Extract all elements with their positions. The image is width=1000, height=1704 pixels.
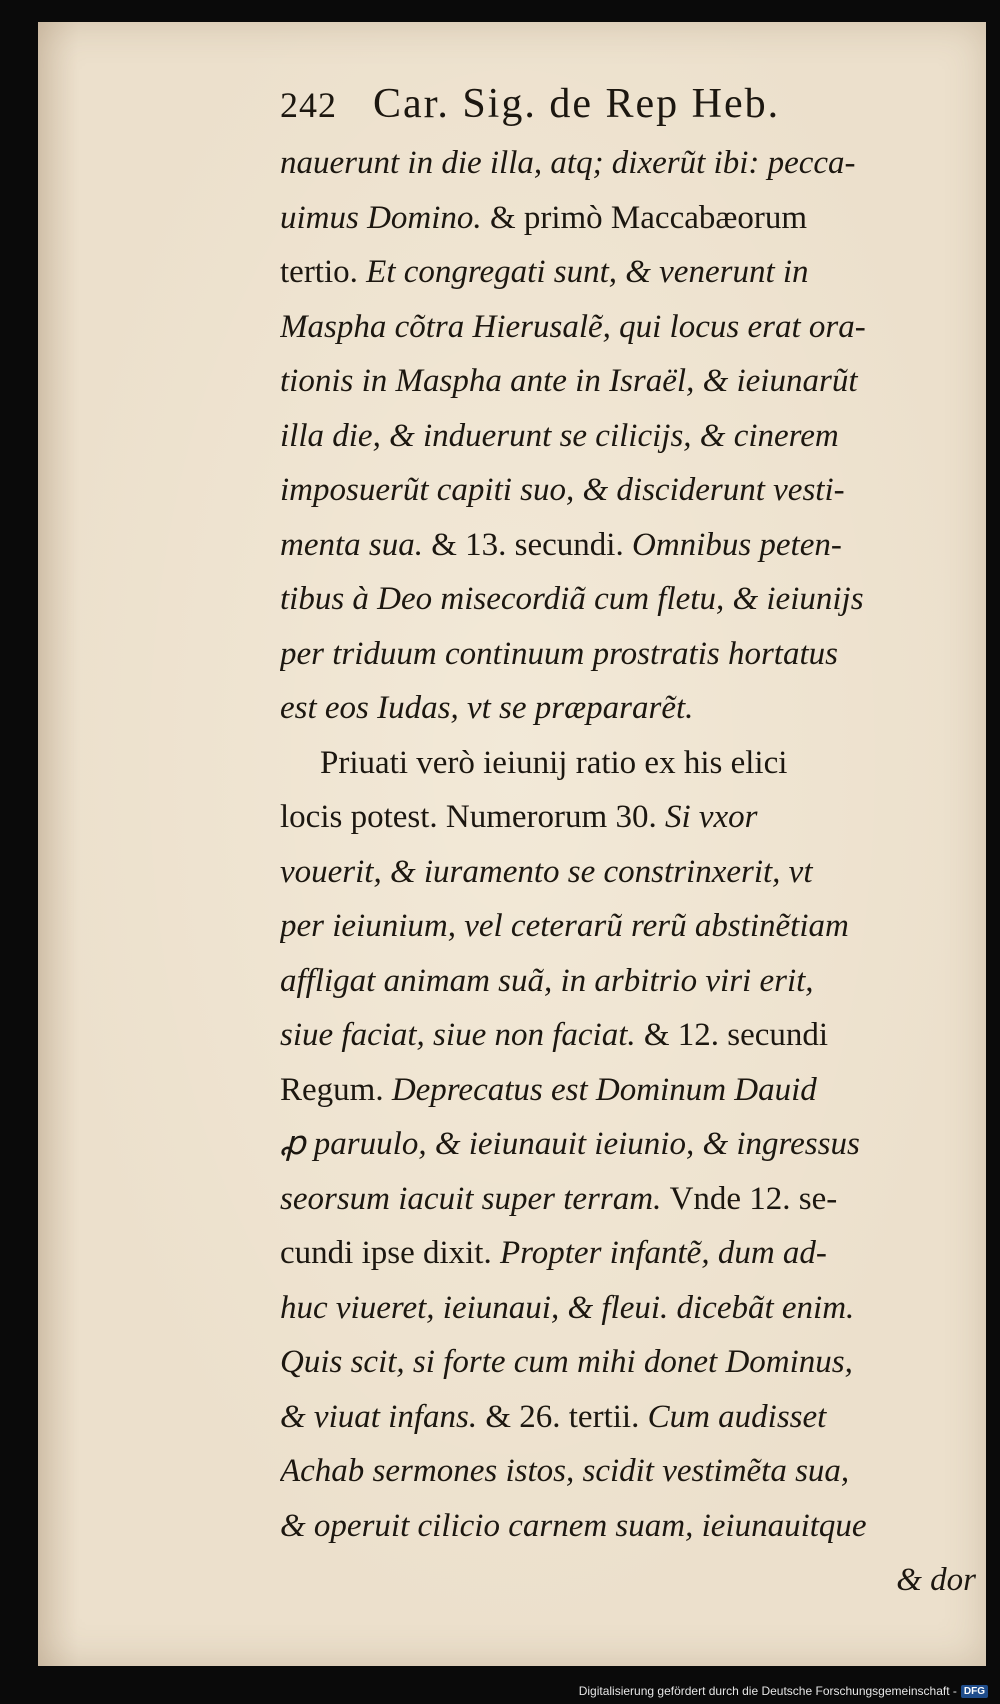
roman-segment: Priuati verò ieiunij ratio ex his elici — [320, 744, 788, 781]
roman-segment: cundi ipse dixit. — [280, 1235, 500, 1271]
text-line — [280, 899, 980, 954]
text-line — [280, 191, 980, 246]
italic-segment: siue faciat, siue non faciat. — [280, 1017, 644, 1053]
text-line — [280, 245, 980, 300]
text-line — [280, 681, 980, 736]
italic-segment: illa die, & induerunt se cilicijs, & cinerem — [280, 417, 839, 454]
italic-segment: nauerunt in die illa, atq; dixerũt ibi: pecca- — [280, 145, 856, 181]
italic-segment: Si vxor — [664, 799, 758, 835]
italic-segment: menta sua. — [280, 526, 432, 563]
roman-segment: & 12. secundi — [643, 1017, 829, 1053]
text-line — [280, 736, 980, 791]
italic-segment: Deprecatus est Dominum Dauid — [391, 1071, 817, 1108]
book-page — [38, 22, 986, 1666]
italic-segment: & operuit cilicio carnem suam, ieiunauitque — [280, 1507, 867, 1544]
text-line — [280, 627, 980, 682]
roman-segment: & 13. secundi. — [431, 526, 632, 563]
roman-segment: tertio. — [280, 254, 367, 290]
text-line — [280, 300, 980, 355]
text-line — [280, 1281, 980, 1336]
running-head — [280, 80, 980, 136]
roman-segment: & 26. tertii. — [485, 1398, 648, 1435]
text-line — [280, 1226, 980, 1281]
italic-segment: uimus Domino. — [280, 199, 490, 236]
text-line — [280, 1008, 980, 1063]
italic-segment: Maspha cõtra Hierusalẽ, qui locus erat ora- — [280, 308, 866, 345]
text-line — [280, 845, 980, 900]
roman-segment: locis potest. Numerorum 30. — [280, 799, 665, 835]
body-text — [280, 136, 980, 1553]
text-line — [280, 136, 980, 191]
text-line — [280, 409, 980, 464]
italic-segment: tibus à Deo misecordiã cum fletu, & ieiunijs — [280, 581, 864, 617]
text-line — [280, 518, 980, 573]
text-line — [280, 1335, 980, 1390]
text-line — [280, 1499, 980, 1554]
footer-text: Digitalisierung gefördert durch die Deutsche Forschungsgemeinschaft - — [578, 1684, 957, 1698]
text-line — [280, 1117, 980, 1172]
italic-segment: affligat animam suã, in arbitrio viri erit, — [280, 962, 814, 999]
italic-segment: Quis scit, si forte cum mihi donet Dominus, — [280, 1344, 853, 1380]
italic-segment: seorsum iacuit super terram. — [280, 1180, 670, 1217]
italic-segment: imposuerũt capiti suo, & disciderunt vesti- — [280, 472, 845, 508]
text-line — [280, 954, 980, 1009]
text-line — [280, 1444, 980, 1499]
text-block — [280, 80, 980, 1608]
italic-segment: per ieiunium, vel ceterarũ rerũ abstinẽtiam — [280, 908, 849, 944]
italic-segment: ꝓ paruulo, & ieiunauit ieiunio, & ingressus — [280, 1126, 860, 1162]
italic-segment: est eos Iudas, vt se præpararẽt. — [280, 690, 694, 726]
italic-segment: Et congregati sunt, & venerunt in — [366, 254, 809, 290]
roman-segment: Regum. — [280, 1071, 392, 1108]
roman-segment: Vnde 12. se- — [669, 1180, 838, 1217]
italic-segment: Propter infantẽ, dum ad- — [499, 1235, 827, 1271]
italic-segment: Cum audisset — [647, 1398, 827, 1435]
text-line — [280, 1172, 980, 1227]
text-line — [280, 463, 980, 518]
digitization-footer — [579, 1684, 988, 1698]
italic-segment: per triduum continuum prostratis hortatus — [280, 635, 838, 672]
italic-segment: huc viueret, ieiunaui, & fleui. dicebãt enim. — [280, 1289, 855, 1326]
page-number: 242 — [280, 85, 337, 125]
catchword: & dor — [896, 1562, 976, 1598]
text-line — [280, 790, 980, 845]
italic-segment: & viuat infans. — [280, 1398, 486, 1435]
running-head-title: Car. Sig. de Rep Heb. — [373, 81, 781, 127]
roman-segment: & primò Maccabæorum — [489, 199, 808, 236]
dfg-logo: DFG — [961, 1685, 988, 1698]
text-line — [280, 354, 980, 409]
italic-segment: Achab sermones istos, scidit vestimẽta sua, — [280, 1453, 850, 1489]
text-line — [280, 1063, 980, 1118]
italic-segment: vouerit, & iuramento se constrinxerit, vt — [280, 853, 813, 890]
text-line — [280, 1390, 980, 1445]
italic-segment: tionis in Maspha ante in Israël, & ieiunarũt — [280, 363, 858, 399]
text-line — [280, 572, 980, 627]
italic-segment: Omnibus peten- — [631, 526, 842, 563]
